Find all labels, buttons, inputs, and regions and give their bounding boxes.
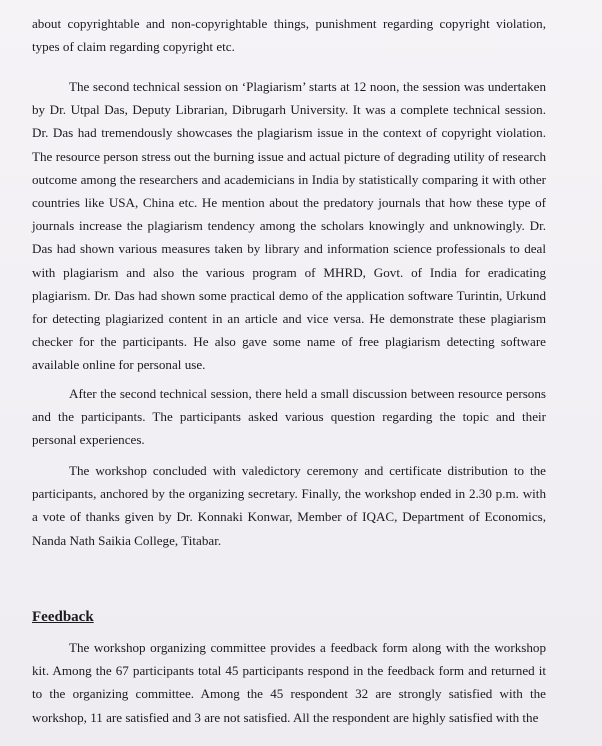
paragraph-discussion: After the second technical session, there held a small discussion between resource persons and the participants. The participants asked various question regarding the topic and their personal experiences. xyxy=(32,386,546,448)
paragraph-feedback: The workshop organizing committee provides a feedback form along with the workshop kit. Among the 67 participants total 45 participants respond in the feedback form and returned it to the organizing committee. Among the 45 respondent 32 are strongly satisfied with the workshop, 11 are satisfied and 3 are not satisfied. All the respondent are highly satisfied with the xyxy=(32,640,546,725)
paragraph-plagiarism-session: The second technical session on ‘Plagiarism’ starts at 12 noon, the session was undertaken by Dr. Utpal Das, Deputy Librarian, Dibrugarh University. It was a complete technical session. Dr. Das had tremendously showcases the plagiarism issue in the context of copyright violation. The resource person stress out the burning issue and actual picture of degrading utility of research outcome among the researchers and academicians in India by statistically comparing it with other countries like USA, China etc. He mention about the predatory journals that how these type of journals increase the plagiarism tendency among the scholars knowingly and unknowingly. Dr. Das had shown various measures taken by library and information science professionals to deal with plagiarism and also the various program of MHRD, Govt. of India for eradicating plagiarism. Dr. Das had shown some practical demo of the application software Turintin, Urkund for detecting plagiarized content in an article and vice versa. He demonstrate these plagiarism checker for the participants. He also gave some name of free plagiarism detecting software available online for personal use. xyxy=(32,79,546,373)
paragraph-copyright-continuation: about copyrightable and non-copyrightable things, punishment regarding copyright violation, types of claim regarding copyright etc. xyxy=(32,16,546,55)
feedback-heading: Feedback xyxy=(32,609,94,625)
paragraph-conclusion: The workshop concluded with valedictory ceremony and certificate distribution to the participants, anchored by the organizing secretary. Finally, the workshop ended in 2.30 p.m. with a vote of thanks given by Dr. Konnaki Konwar, Member of IQAC, Department of Economics, Nanda Nath Saikia College, Titabar. xyxy=(32,463,546,548)
